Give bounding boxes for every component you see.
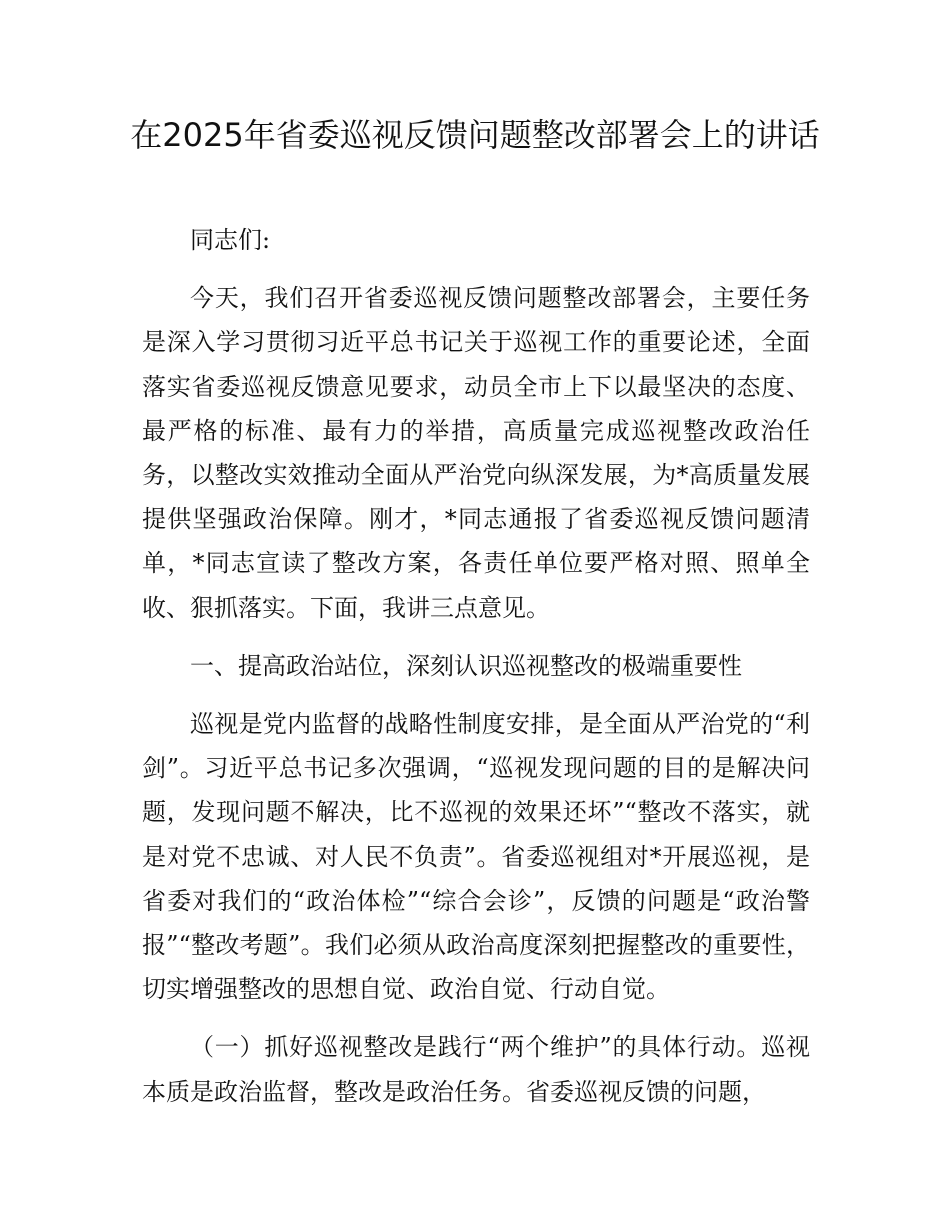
document-title: 在2025年省委巡视反馈问题整改部署会上的讲话 — [130, 116, 820, 154]
paragraph-intro: 今天，我们召开省委巡视反馈问题整改部署会，主要任务是深入学习贯彻习近平总书记关于巡视工作的重要论述，全面落实省委巡视反馈意见要求，动员全市上下以最坚决的态度、最严格的标准、最有力的举措，高质量完成巡视整改政治任务，以整改实效推动全面从严治党向纵深发展，为*高质量发展提供坚强政治保障。刚才，*同志通报了省委巡视反馈问题清单，*同志宣读了整改方案，各责任单位要严格对照、照单全收、狠抓落实。下面，我讲三点意见。 — [142, 284, 810, 622]
greeting: 同志们: — [190, 226, 271, 254]
section-heading-1: 一、提高政治站位，深刻认识巡视整改的极端重要性 — [190, 651, 742, 680]
paragraph-section-1: 巡视是党内监督的战略性制度安排，是全面从严治党的“利剑”。习近平总书记多次强调，“巡视发现问题的目的是解决问题，发现问题不解决，比不巡视的效果还坏”“整改不落实，就是对党不忠诚、对人民不负责”。省委巡视组对*开展巡视，是省委对我们的“政治体检”“综合会诊”，反馈的问题是“政治警报”“整改考题”。我们必须从政治高度深刻把握整改的重要性，切实增强整改的思想自觉、政治自觉、行动自觉。 — [142, 710, 810, 1004]
paragraph-subsection-1: （一）抓好巡视整改是践行“两个维护”的具体行动。巡视本质是政治监督，整改是政治任务。省委巡视反馈的问题， — [142, 1033, 810, 1106]
document-body — [142, 218, 810, 1128]
